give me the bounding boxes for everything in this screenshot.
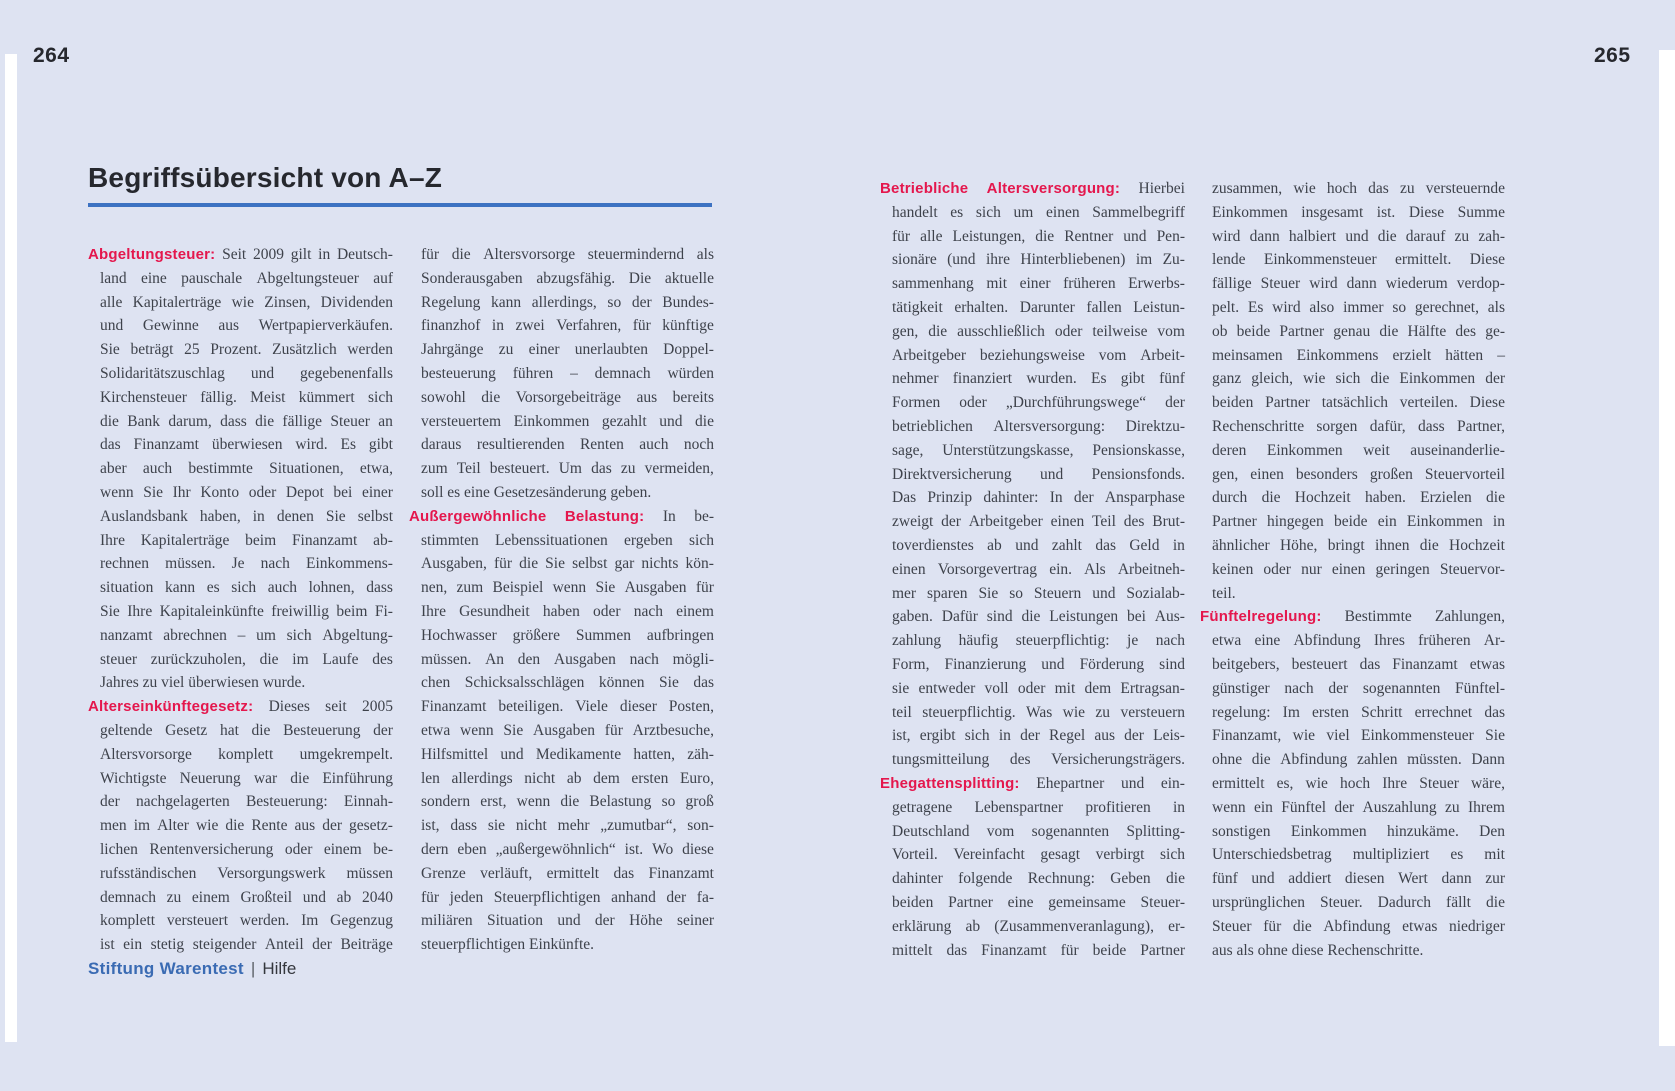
glossary-entry-start-line: Fünftelregelung: Bestimmte Zahlungen, <box>1200 605 1505 629</box>
glossary-body-line: Jahrgänge zu einer unerlaubten Doppel- <box>421 341 714 359</box>
glossary-entry-start-line: Betriebliche Altersversorgung: Hierbei <box>880 177 1185 201</box>
glossary-body-line: miliären Situation und der Höhe seiner <box>421 912 714 930</box>
glossary-term: Fünftelregelung: <box>1200 608 1322 626</box>
glossary-body-line: teil steuerpflichtig. Was wie zu versteuern <box>892 703 1185 721</box>
glossary-body-line: tätigkeit erhalten. Darunter fallen Leistun- <box>892 298 1185 316</box>
glossary-body-line: versteuertem Einkommen gezahlt und die <box>421 412 714 430</box>
glossary-body-line: sammenhang mit einer früheren Erwerbs- <box>892 275 1185 293</box>
glossary-body-line: finanzhof in zwei Verfahren, für künftige <box>421 317 714 335</box>
glossary-body-line: Das Prinzip dahinter: In der Ansparphase <box>892 489 1185 507</box>
glossary-body-line: komplett versteuert werden. Im Gegenzug <box>100 912 393 930</box>
glossary-body-line: für die Altersvorsorge steuermindernd als <box>421 246 714 263</box>
glossary-body-line: Einkommen insgesamt ist. Diese Summe <box>1212 203 1505 221</box>
glossary-body-line: Grenze verläuft, ermittelt das Finanzamt <box>421 864 714 882</box>
glossary-body-line: aus als ohne diese Rechenschritte. <box>1212 941 1424 959</box>
page-number-right: 265 <box>1594 44 1631 67</box>
glossary-body-line: Regelung kann allerdings, so der Bundes- <box>421 293 714 311</box>
glossary-body-line: Wichtigste Neuerung war die Einführung <box>100 769 393 787</box>
glossary-entry-start-line: Alterseinkünftegesetz: Dieses seit 2005 <box>88 695 393 719</box>
glossary-body-line: toverdienstes ab und zahlt das Geld in <box>892 536 1185 554</box>
glossary-body-line: daraus resultierenden Renten auch noch <box>421 436 714 454</box>
glossary-body-line: wenn ein Fünftel der Auszahlung zu Ihrem <box>1212 798 1505 816</box>
glossary-body-line: etwa eine Abfindung Ihres früheren Ar- <box>1212 632 1505 650</box>
publisher-name: Stiftung Warentest <box>88 959 244 978</box>
glossary-body-line: rechnen müssen. Je nach Einkommens- <box>100 555 393 573</box>
glossary-body-line: ob beide Partner genau die Hälfte des ge- <box>1212 322 1505 340</box>
glossary-body-line: Hochwasser größere Summen aufbringen <box>421 626 714 644</box>
glossary-body-line: betrieblichen Altersversorgung: Direktzu- <box>892 417 1185 435</box>
glossary-body-line: Ihre Kapitalerträge beim Finanzamt ab- <box>100 531 393 549</box>
title-underline <box>88 203 712 207</box>
glossary-body-line: der nachgelagerten Besteuerung: Einnah- <box>100 793 393 811</box>
glossary-body-line: Jahres zu viel überwiesen wurde. <box>100 674 306 692</box>
glossary-entry-start-line: Außergewöhnliche Belastung: In be- <box>409 505 714 529</box>
glossary-body-line: mittelt das Finanzamt für beide Partner <box>892 941 1185 959</box>
glossary-body-line: nehmer finanziert wurden. Es gibt fünf <box>892 370 1185 388</box>
glossary-body-line: Altersvorsorge komplett umgekrempelt. <box>100 745 393 763</box>
glossary-body-line: zum Teil besteuert. Um das zu vermeiden, <box>421 460 714 478</box>
glossary-body-line: gen, einen besonders großen Steuervorteil <box>1212 465 1505 483</box>
glossary-body-line: fünf und addiert diesen Wert dann zur <box>1212 870 1505 888</box>
glossary-body-line: soll es eine Gesetzesänderung geben. <box>421 483 652 501</box>
glossary-term: Belastung: <box>564 507 645 525</box>
glossary-body-line: rufsständischen Versorgungswerk müssen <box>100 864 393 882</box>
glossary-body-line: für jeden Steuerpflichtigen anhand der fa- <box>421 888 714 906</box>
glossary-body-line: men im Alter wie die Rente aus der gesetz- <box>100 817 393 835</box>
glossary-body-line: sionäre (und ihre Hinterbliebenen) im Zu- <box>892 251 1185 269</box>
glossary-body-line: ist ein stetig steigender Anteil der Beiträge <box>100 936 393 954</box>
glossary-body-line: einen Vorsorgevertrag ein. Als Arbeitneh- <box>892 560 1185 578</box>
glossary-body-line: wenn Sie Ihr Konto oder Depot bei einer <box>100 483 393 501</box>
glossary-body-line: beiden Partner tatsächlich verteilen. Diese <box>1212 394 1505 412</box>
glossary-term: Außergewöhnliche <box>409 507 547 525</box>
page-number-left: 264 <box>33 44 70 67</box>
glossary-term: Betriebliche <box>880 180 969 197</box>
glossary-body-line: Sonderausgaben abzugsfähig. Die aktuelle <box>421 269 714 287</box>
glossary-body-line: alle Kapitalerträge wie Zinsen, Dividenden <box>100 293 393 311</box>
page-title: Begriffsübersicht von A–Z <box>88 162 443 193</box>
glossary-body-line: meinsamen Einkommens erzielt hätten – <box>1212 346 1505 364</box>
glossary-body-line: Kirchensteuer fällig. Meist kümmert sich <box>100 388 393 406</box>
glossary-body-line: Formen oder „Durchführungswege“ der <box>892 394 1185 412</box>
glossary-body-line: Vorteil. Vereinfacht gesagt verbirgt sich <box>892 846 1185 864</box>
glossary-body-line: für alle Leistungen, die Rentner und Pen- <box>892 227 1185 245</box>
footer-divider: | <box>250 959 256 978</box>
glossary-body-line: chen Schicksalsschlägen können Sie das <box>421 674 714 692</box>
glossary-body-line: das Finanzamt überwiesen wird. Es gibt <box>100 436 393 454</box>
glossary-body-line: zahlung häufig steuerpflichtig: je nach <box>892 632 1185 650</box>
glossary-body-line: ganz gleich, wie sich die Einkommen der <box>1212 370 1505 388</box>
glossary-body-line: nanzamt abrechnen – um sich Abgeltung- <box>100 626 393 644</box>
glossary-column-right-inner <box>880 177 1185 962</box>
glossary-body-line: und Gewinne aus Wertpapierverkäufen. <box>100 317 393 335</box>
glossary-body-line: Ausgaben, für die Sie selbst gar nichts kön- <box>421 555 714 573</box>
glossary-body-line: Sie beträgt 25 Prozent. Zusätzlich werden <box>100 341 393 359</box>
page-edge-left <box>5 54 17 1042</box>
glossary-body-line: müssen. An den Ausgaben nach mögli- <box>421 650 714 668</box>
glossary-column-right-outer <box>1200 177 1505 962</box>
page-edge-right <box>1659 50 1675 1046</box>
glossary-column-left-outer <box>88 243 393 957</box>
glossary-body-line: land eine pauschale Abgeltungsteuer auf <box>100 269 393 287</box>
glossary-term: Alterseinkünftegesetz: <box>88 698 254 716</box>
glossary-body-line: ohne die Abfindung zahlen müssten. Dann <box>1212 751 1505 769</box>
glossary-entry-start-line: Ehegattensplitting: Ehepartner und ein- <box>880 772 1185 796</box>
glossary-body-line: dern eben „außergewöhnlich“ ist. Wo diese <box>421 840 714 858</box>
glossary-body-line: geltende Gesetz hat die Besteuerung der <box>100 721 393 739</box>
glossary-body-line: erklärung ab (Zusammenveranlagung), er- <box>892 917 1185 935</box>
glossary-body-line: sage, Unterstützungskasse, Pensionskasse, <box>892 441 1185 459</box>
glossary-body-line: pelt. Es wird also immer so gerechnet, als <box>1212 298 1505 316</box>
glossary-body-line: Finanzamt, wie viel Einkommensteuer Sie <box>1212 727 1505 745</box>
glossary-body-line: zusammen, wie hoch das zu versteuernde <box>1212 180 1505 197</box>
glossary-body-line: Form, Finanzierung und Förderung sind <box>892 655 1185 673</box>
glossary-body-line: Solidaritätszuschlag und gegebenenfalls <box>100 364 393 382</box>
glossary-body-line: Auslandsbank haben, in denen Sie selbst <box>100 507 393 525</box>
glossary-body-line: die Bank darum, dass die fällige Steuer an <box>100 412 393 430</box>
glossary-body-line: Sie Ihre Kapitaleinkünfte freiwillig beim Fi- <box>100 602 393 620</box>
glossary-body-line: steuerpflichtigen Einkünfte. <box>421 936 595 954</box>
glossary-body-line: Direktversicherung und Pensionsfonds. <box>892 465 1185 483</box>
glossary-body-line: aber auch bestimmte Situationen, etwa, <box>100 460 393 478</box>
glossary-body-line: gen, die ausschließlich oder teilweise vom <box>892 322 1185 340</box>
glossary-body-line: Unterschiedsbetrag multipliziert es mit <box>1212 846 1505 864</box>
glossary-body-line: regelung: Im ersten Schritt errechnet das <box>1212 703 1505 721</box>
glossary-body-line: Partner hingegen beide ein Einkommen in <box>1212 513 1505 531</box>
glossary-body-line: deren Einkommen weit auseinanderlie- <box>1212 441 1505 459</box>
glossary-term: Altersversorgung: <box>986 180 1121 197</box>
glossary-body-line: demnach zu einem Großteil und ab 2040 <box>100 888 393 906</box>
glossary-body-line: teil. <box>1212 584 1236 602</box>
glossary-body-line: durch die Hochzeit haben. Erzielen die <box>1212 489 1505 507</box>
glossary-body-line: sondern erst, wenn die Belastung so groß <box>421 793 714 811</box>
glossary-body-line: nen, zum Beispiel wenn Sie Ausgaben für <box>421 579 714 597</box>
glossary-body-line: mer sparen Sie so Steuern und Sozialab- <box>892 584 1185 602</box>
glossary-body-line: fällige Steuer wird dann wiederum verdop- <box>1212 275 1505 293</box>
glossary-column-left-inner <box>409 243 714 957</box>
chapter-name: Hilfe <box>262 959 297 978</box>
glossary-body-line: zweigt der Arbeitgeber einen Teil des Brut- <box>892 513 1185 531</box>
glossary-body-line: besteuerung führen – demnach würden <box>421 364 714 382</box>
glossary-body-line: sowohl die Vorsorgebeiträge aus bereits <box>421 388 714 406</box>
glossary-body-line: lende Einkommensteuer ermittelt. Diese <box>1212 251 1505 269</box>
glossary-body-line: Ihre Gesundheit haben oder nach einem <box>421 602 714 620</box>
glossary-body-line: sonstigen Einkommen hinzukäme. Den <box>1212 822 1505 840</box>
glossary-body-line: ähnlicher Höhe, bringt ihnen die Hochzeit <box>1212 536 1505 554</box>
glossary-body-line: Hilfsmittel und Medikamente hatten, zäh- <box>421 745 714 763</box>
glossary-body-line: ist, ergibt sich in der Regel aus der Leis- <box>892 727 1185 745</box>
glossary-body-line: dahinter folgende Rechnung: Geben die <box>892 870 1185 888</box>
glossary-body-line: beitgebers, besteuert das Finanzamt etwas <box>1212 655 1505 673</box>
glossary-body-line: len allerdings nicht ab dem ersten Euro, <box>421 769 714 787</box>
glossary-body-line: stimmten Lebenssituationen ergeben sich <box>421 531 714 549</box>
glossary-term: Abgeltungsteuer: <box>88 246 216 263</box>
glossary-body-line: etwa wenn Sie Ausgaben für Arztbesuche, <box>421 721 714 739</box>
glossary-body-line: ursprünglichen Steuer. Dadurch fällt die <box>1212 893 1505 911</box>
glossary-body-line: ist, dass sie nicht mehr „zumutbar“, son- <box>421 817 714 835</box>
glossary-body-line: situation kann es sich auch lohnen, dass <box>100 579 393 597</box>
glossary-body-line: steuer zurückzuholen, die im Laufe des <box>100 650 393 668</box>
glossary-body-line: günstiger nach der sogenannten Fünftel- <box>1212 679 1505 697</box>
glossary-term: Ehegattensplitting: <box>880 774 1020 792</box>
glossary-body-line: Finanzamt beteiligen. Viele dieser Posten, <box>421 698 714 716</box>
glossary-body-line: lichen Rentenversicherung oder einem be- <box>100 840 393 858</box>
glossary-body-line: Deutschland vom sogenannten Splitting- <box>892 822 1185 840</box>
glossary-entry-start-line: Abgeltungsteuer: Seit 2009 gilt in Deutsch- <box>88 243 393 267</box>
glossary-body-line: gaben. Dafür sind die Leistungen bei Aus- <box>892 608 1185 626</box>
glossary-body-line: Arbeitgeber beziehungsweise vom Arbeit- <box>892 346 1185 364</box>
glossary-body-line: Rechenschritte sorgen dafür, dass Partner, <box>1212 417 1505 435</box>
glossary-body-line: Steuer für die Abfindung etwas niedriger <box>1212 917 1505 935</box>
glossary-body-line: sie entweder voll oder mit dem Ertragsan- <box>892 679 1185 697</box>
glossary-body-line: getragene Lebenspartner profitieren in <box>892 798 1185 816</box>
page-footer <box>88 958 296 980</box>
glossary-body-line: keinen oder nur einen geringen Steuervor- <box>1212 560 1505 578</box>
glossary-body-line: beiden Partner eine gemeinsame Steuer- <box>892 893 1185 911</box>
glossary-body-line: ermittelt es, wie hoch Ihre Steuer wäre, <box>1212 774 1505 792</box>
glossary-body-line: tungsmitteilung des Versicherungsträgers. <box>892 751 1185 769</box>
glossary-body-line: handelt es sich um einen Sammelbegriff <box>892 203 1185 221</box>
glossary-body-line: wird dann halbiert und die darauf zu zah- <box>1212 227 1505 245</box>
